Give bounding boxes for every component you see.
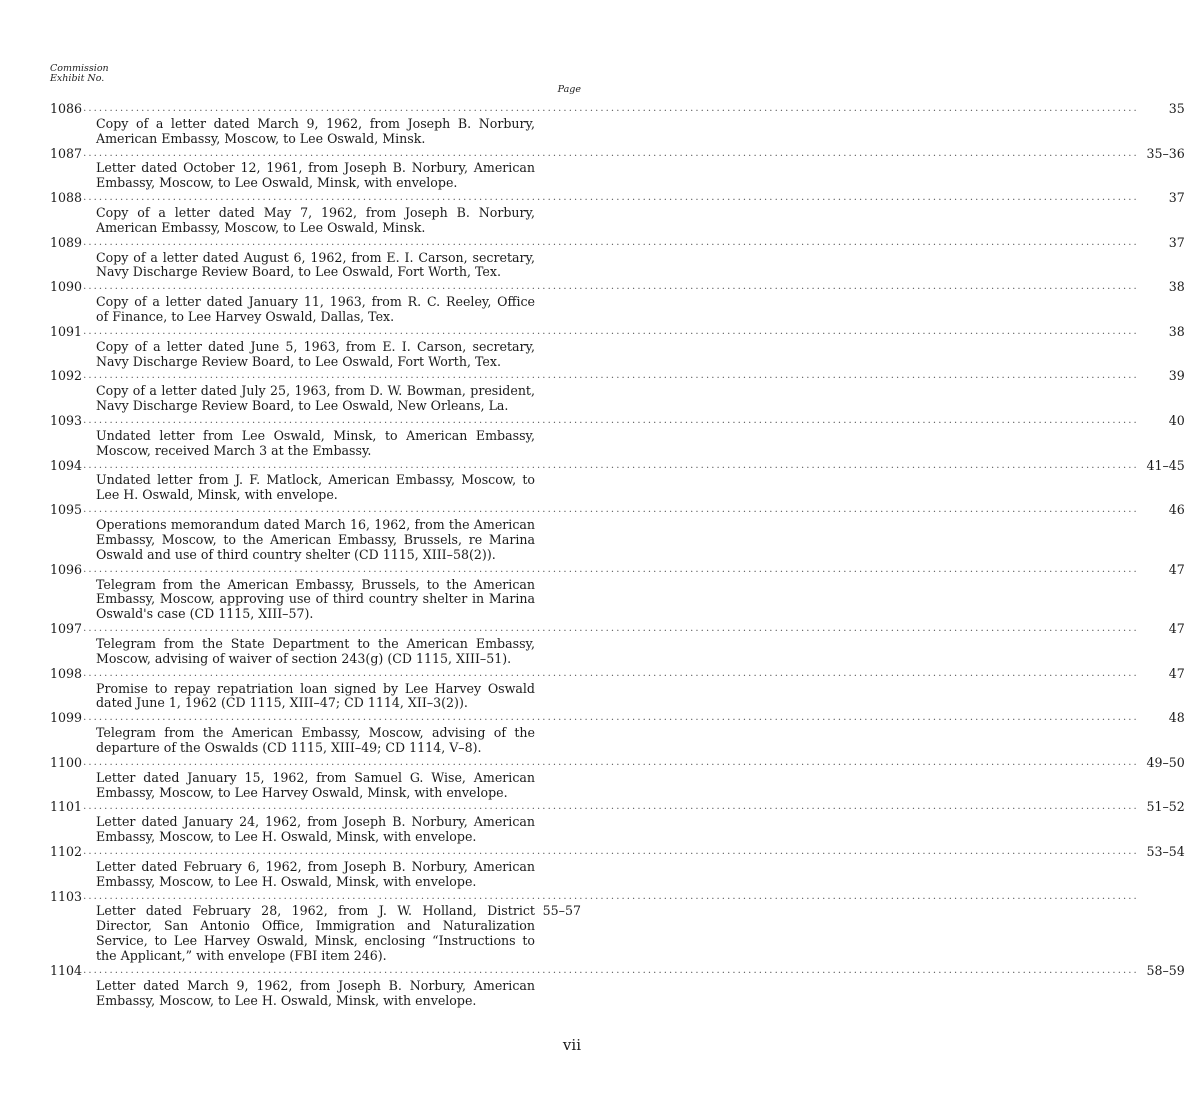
exhibit-entry — [50, 279, 1185, 325]
description-line-row — [50, 741, 581, 756]
exhibit-number: 1091 — [50, 323, 83, 339]
exhibit-number: 1100 — [50, 754, 83, 770]
page-number: 41–45 — [1146, 457, 1185, 473]
entry-description-line: Operations memorandum dated March 16, 1962, from the American — [96, 517, 535, 533]
description-line-row — [50, 473, 581, 488]
spacer — [535, 934, 581, 949]
description-line-row — [50, 815, 581, 830]
entry-description-line: American Embassy, Moscow, to Lee Oswald, Minsk. — [96, 219, 426, 235]
exhibit-number: 1101 — [50, 799, 83, 815]
description-line-row — [50, 979, 581, 994]
entry-heading — [50, 145, 1185, 162]
entry-description-line: Copy of a letter dated May 7, 1962, from Joseph B. Norbury, — [96, 205, 535, 221]
entry-description-line: Moscow, advising of waiver of section 243(g) (CD 1115, XIII–51). — [96, 650, 512, 666]
spacer — [535, 176, 581, 191]
spacer — [535, 355, 581, 370]
entry-description-line: Promise to repay repatriation loan signed by Lee Harvey Oswald — [96, 680, 535, 696]
entry-heading — [50, 234, 1185, 251]
spacer — [535, 533, 581, 548]
spacer — [535, 741, 581, 756]
page-number: 38 — [1168, 323, 1185, 339]
spacer — [535, 860, 581, 875]
description-line-row — [50, 221, 581, 236]
entry-description-line: Oswald's case (CD 1115, XIII–57). — [96, 606, 314, 622]
spacer — [535, 592, 581, 607]
entry-heading — [50, 754, 1185, 771]
page-number: 37 — [1168, 190, 1185, 206]
spacer — [535, 786, 581, 801]
description-line-row — [50, 949, 581, 964]
entry-description-line: Embassy, Moscow, to Lee H. Oswald, Minsk, with envelope. — [96, 873, 477, 889]
entry-heading — [50, 665, 1185, 682]
exhibit-entry — [50, 799, 1185, 845]
page-number: 49–50 — [1146, 754, 1185, 770]
spacer — [535, 949, 581, 964]
entry-description-line: Letter dated March 9, 1962, from Joseph B. Norbury, American — [96, 977, 535, 993]
spacer — [535, 994, 581, 1009]
entry-description-line: Embassy, Moscow, approving use of third country shelter in Marina — [96, 591, 535, 607]
description-line-row — [50, 161, 581, 176]
description-line-row — [50, 875, 581, 890]
entry-description-line: Navy Discharge Review Board, to Lee Oswald, Fort Worth, Tex. — [96, 264, 501, 280]
spacer — [535, 726, 581, 741]
entry-description-line: Letter dated February 28, 1962, from J. W. Holland, District — [96, 903, 535, 919]
exhibit-number: 1097 — [50, 621, 83, 637]
entry-heading — [50, 843, 1185, 860]
description-line-row — [50, 206, 581, 221]
dot-leader: ........................................................................................................................................................................................................ — [83, 147, 1139, 159]
exhibit-number: 1088 — [50, 190, 83, 206]
spacer — [535, 771, 581, 786]
description-line-row — [50, 265, 581, 280]
entry-description-line: Letter dated January 15, 1962, from Samuel G. Wise, American — [96, 769, 535, 785]
exhibit-number: 1087 — [50, 145, 83, 161]
dot-leader: ........................................................................................................................................................................................................ — [83, 459, 1139, 471]
entry-description-line: Embassy, Moscow, to Lee H. Oswald, Minsk, with envelope. — [96, 992, 477, 1008]
entry-description-line: Letter dated January 24, 1962, from Joseph B. Norbury, American — [96, 814, 535, 830]
spacer — [535, 830, 581, 845]
description-line-row — [50, 518, 581, 533]
spacer — [535, 919, 581, 934]
entry-description-line: Telegram from the American Embassy, Moscow, advising of the — [96, 725, 535, 741]
description-line-row — [50, 904, 581, 919]
spacer — [535, 161, 581, 176]
description-line-row — [50, 934, 581, 949]
spacer — [535, 682, 581, 697]
page-number: 55–57 — [542, 903, 581, 919]
dot-leader: ........................................................................................................................................................................................................ — [83, 890, 1139, 902]
dot-leader: ........................................................................................................................................................................................................ — [83, 192, 1139, 204]
description-line-row — [50, 592, 581, 607]
exhibit-number: 1095 — [50, 502, 83, 518]
entry-heading — [50, 710, 1185, 726]
exhibit-entry — [50, 888, 1139, 964]
entry-description-line: Navy Discharge Review Board, to Lee Oswald, Fort Worth, Tex. — [96, 353, 501, 369]
entry-description-line: Telegram from the American Embassy, Brussels, to the American — [96, 576, 535, 592]
entry-heading — [50, 561, 1185, 578]
exhibit-number: 1094 — [50, 457, 83, 473]
dot-leader: ........................................................................................................................................................................................................ — [83, 964, 1139, 976]
spacer — [535, 429, 581, 444]
exhibit-entry — [50, 190, 1185, 236]
entry-heading — [50, 962, 1185, 979]
dot-leader: ........................................................................................................................................................................................................ — [83, 563, 1139, 575]
exhibit-number: 1086 — [50, 101, 83, 116]
description-line-row — [50, 860, 581, 875]
spacer — [535, 265, 581, 280]
spacer — [535, 607, 581, 622]
spacer — [535, 384, 581, 399]
dot-leader: ........................................................................................................................................................................................................ — [83, 504, 1139, 516]
exhibit-entry — [50, 754, 1185, 801]
exhibit-entry — [50, 234, 1185, 281]
spacer — [535, 488, 581, 503]
page-number: 53–54 — [1146, 843, 1185, 859]
page-number: 47 — [1168, 665, 1185, 681]
column-header-page: Page — [557, 84, 581, 95]
exhibit-entry — [50, 843, 1185, 890]
page-number: 58–59 — [1146, 962, 1185, 978]
spacer — [535, 340, 581, 355]
spacer — [535, 637, 581, 652]
entry-description-line: Oswald and use of third country shelter (CD 1115, XIII–58(2)). — [96, 546, 496, 562]
description-line-row — [50, 295, 581, 310]
exhibit-number: 1090 — [50, 279, 83, 295]
entry-description-line: the Applicant,” with envelope (FBI item 246). — [96, 947, 387, 963]
spacer — [535, 875, 581, 890]
description-line-row — [50, 607, 581, 622]
page-number: 38 — [1168, 279, 1185, 295]
entry-description-line: American Embassy, Moscow, to Lee Oswald, Minsk. — [96, 130, 426, 146]
exhibit-entry — [50, 621, 1185, 667]
exhibit-entry — [50, 413, 1185, 459]
description-line-row — [50, 786, 581, 801]
description-line-row — [50, 132, 581, 147]
dot-leader: ........................................................................................................................................................................................................ — [83, 236, 1139, 248]
description-line-row — [50, 578, 581, 593]
entry-heading — [50, 413, 1185, 429]
description-line-row — [50, 444, 581, 459]
description-line-row — [50, 830, 581, 845]
exhibit-entry — [50, 710, 1185, 756]
entry-heading — [50, 190, 1185, 206]
exhibit-number: 1092 — [50, 368, 83, 384]
dot-leader: ........................................................................................................................................................................................................ — [83, 845, 1139, 857]
dot-leader: ........................................................................................................................................................................................................ — [83, 103, 1139, 114]
spacer — [535, 548, 581, 563]
dot-leader: ........................................................................................................................................................................................................ — [83, 281, 1139, 293]
spacer — [535, 310, 581, 325]
dot-leader: ........................................................................................................................................................................................................ — [83, 415, 1139, 427]
spacer — [535, 132, 581, 147]
description-line-row — [50, 488, 581, 503]
page-number: 47 — [1168, 561, 1185, 577]
spacer — [535, 444, 581, 459]
entry-heading — [50, 888, 1139, 905]
page-number: 40 — [1168, 413, 1185, 429]
entry-description-line: Copy of a letter dated June 5, 1963, from E. I. Carson, secretary, — [96, 338, 535, 354]
entry-description-line: Embassy, Moscow, to the American Embassy, Brussels, re Marina — [96, 531, 535, 547]
entry-description-line: Embassy, Moscow, to Lee H. Oswald, Minsk, with envelope. — [96, 829, 477, 845]
spacer — [535, 652, 581, 667]
entry-description-line: Embassy, Moscow, to Lee Harvey Oswald, Minsk, with envelope. — [96, 784, 508, 800]
entry-description-line: departure of the Oswalds (CD 1115, XIII–49; CD 1114, V–8). — [96, 739, 482, 755]
spacer — [535, 221, 581, 236]
description-line-row — [50, 652, 581, 667]
exhibit-number: 1104 — [50, 962, 83, 978]
exhibit-list — [50, 101, 1185, 1008]
page-number: 48 — [1168, 710, 1185, 726]
dot-leader: ........................................................................................................................................................................................................ — [83, 370, 1139, 382]
entry-heading — [50, 323, 1185, 340]
exhibit-entry — [50, 665, 1185, 712]
entry-heading — [50, 621, 1185, 637]
spacer — [535, 578, 581, 593]
page-number: 35–36 — [1146, 145, 1185, 161]
page-number: 39 — [1168, 368, 1185, 384]
entry-description-line: Letter dated February 6, 1962, from Joseph B. Norbury, American — [96, 858, 535, 874]
spacer — [535, 696, 581, 711]
description-line-row — [50, 637, 581, 652]
entry-description-line: Navy Discharge Review Board, to Lee Oswald, New Orleans, La. — [96, 398, 509, 414]
description-line-row — [50, 176, 581, 191]
spacer — [535, 815, 581, 830]
description-line-row — [50, 548, 581, 563]
description-line-row — [50, 919, 581, 934]
description-line-row — [50, 771, 581, 786]
entry-description-line: Undated letter from J. F. Matlock, American Embassy, Moscow, to — [96, 472, 535, 488]
entry-description-line: Copy of a letter dated July 25, 1963, from D. W. Bowman, president, — [96, 383, 535, 399]
entry-heading — [50, 457, 1185, 474]
dot-leader: ........................................................................................................................................................................................................ — [83, 623, 1139, 635]
entry-description-line: Service, to Lee Harvey Oswald, Minsk, enclosing “Instructions to — [96, 933, 535, 949]
exhibit-number: 1099 — [50, 710, 83, 726]
spacer — [535, 295, 581, 310]
exhibit-number: 1089 — [50, 234, 83, 250]
description-line-row — [50, 251, 581, 266]
exhibit-entry — [50, 145, 1185, 192]
page-folio: vii — [562, 1036, 581, 1054]
page-number: 37 — [1168, 234, 1185, 250]
spacer — [535, 206, 581, 221]
exhibit-entry — [50, 368, 1185, 414]
dot-leader: ........................................................................................................................................................................................................ — [83, 325, 1139, 337]
page-number: 51–52 — [1146, 799, 1185, 815]
entry-heading — [50, 502, 1185, 518]
exhibit-number: 1103 — [50, 888, 83, 904]
description-line-row — [50, 682, 581, 697]
description-line-row — [50, 994, 581, 1009]
entry-description-line: Undated letter from Lee Oswald, Minsk, to American Embassy, — [96, 427, 535, 443]
description-line-row — [50, 696, 581, 711]
exhibit-entry — [50, 962, 1185, 1009]
exhibit-entry — [50, 561, 1185, 622]
description-line-row — [50, 355, 581, 370]
entry-description-line: Director, San Antonio Office, Immigration and Naturalization — [96, 918, 535, 934]
page-number-placeholder — [1139, 890, 1185, 905]
entry-description-line: dated June 1, 1962 (CD 1115, XIII–47; CD 1114, XII–3(2)). — [96, 695, 468, 711]
entry-heading — [50, 279, 1185, 295]
page-number: 35 — [1168, 101, 1185, 116]
entry-description-line: Copy of a letter dated January 11, 1963, from R. C. Reeley, Office — [96, 294, 535, 310]
description-line-row — [50, 310, 581, 325]
header-commission: Commission — [50, 63, 109, 74]
entry-heading — [50, 368, 1185, 384]
entry-description-line: Moscow, received March 3 at the Embassy. — [96, 442, 372, 458]
exhibit-entry — [50, 323, 1185, 370]
description-line-row — [50, 340, 581, 355]
exhibit-number: 1093 — [50, 413, 83, 429]
dot-leader: ........................................................................................................................................................................................................ — [83, 801, 1139, 813]
description-line-row — [50, 384, 581, 399]
spacer — [535, 473, 581, 488]
description-line-row — [50, 399, 581, 414]
description-line-row — [50, 117, 581, 132]
entry-heading — [50, 799, 1185, 815]
entry-description-line: Letter dated October 12, 1961, from Joseph B. Norbury, American — [96, 160, 535, 176]
spacer — [535, 399, 581, 414]
entry-description-line: of Finance, to Lee Harvey Oswald, Dallas, Tex. — [96, 309, 395, 325]
page-number: 47 — [1168, 621, 1185, 637]
exhibit-entry — [50, 101, 1185, 147]
entry-description-line: Copy of a letter dated August 6, 1962, from E. I. Carson, secretary, — [96, 249, 535, 265]
description-line-row — [50, 726, 581, 741]
exhibit-entry — [50, 502, 1185, 562]
exhibit-entry — [50, 457, 1185, 504]
exhibit-number: 1102 — [50, 843, 83, 859]
entry-description-line: Copy of a letter dated March 9, 1962, from Joseph B. Norbury, — [96, 115, 535, 131]
spacer — [535, 518, 581, 533]
entry-description-line: Telegram from the State Department to the American Embassy, — [96, 635, 535, 651]
column-header-exhibit — [50, 64, 109, 84]
header-exhibit-no: Exhibit No. — [50, 73, 105, 84]
entry-description-line: Lee H. Oswald, Minsk, with envelope. — [96, 487, 338, 503]
page-number: 46 — [1168, 502, 1185, 518]
description-line-row — [50, 429, 581, 444]
entry-heading — [50, 101, 1185, 117]
dot-leader: ........................................................................................................................................................................................................ — [83, 667, 1139, 679]
exhibit-number: 1098 — [50, 665, 83, 681]
entry-description-line: Embassy, Moscow, to Lee Oswald, Minsk, with envelope. — [96, 175, 458, 191]
spacer — [535, 979, 581, 994]
spacer — [535, 251, 581, 266]
spacer — [535, 117, 581, 132]
exhibit-number: 1096 — [50, 561, 83, 577]
description-line-row — [50, 533, 581, 548]
dot-leader: ........................................................................................................................................................................................................ — [83, 756, 1139, 768]
dot-leader: ........................................................................................................................................................................................................ — [83, 712, 1139, 724]
